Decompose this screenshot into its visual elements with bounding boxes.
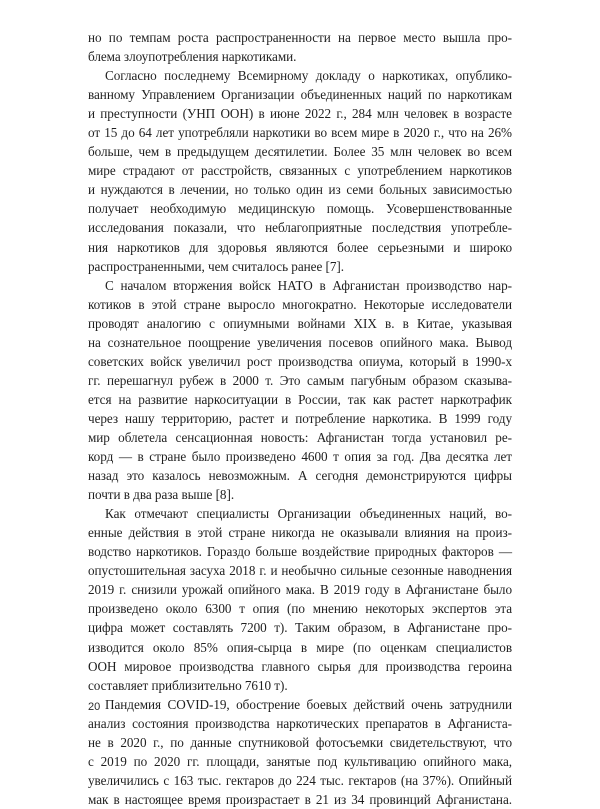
- text-line: Пандемия COVID-19, обострение боевых действий очень затруднили: [105, 696, 512, 712]
- text-line: гг. перешагнул рубеж в 2000 т. Это самым пагубным образом сказыва-: [88, 372, 512, 388]
- text-line: распространенными, чем считалось ранее [7].: [88, 258, 344, 274]
- text-line: получает необходимую медицинскую помощь. Усовершенствованные: [88, 201, 512, 217]
- text-line: и нуждаются в лечении, но только один из семи больных зависимостью: [88, 182, 512, 198]
- text-line: и преступности (УНП ООН) в июне 2022 г., 284 млн человек в возрасте: [88, 106, 512, 122]
- text-line: от 15 до 64 лет употребляли наркотики во всем мире в 2020 г., что на 26%: [88, 125, 512, 141]
- text-line: блема злоупотребления наркотиками.: [88, 49, 297, 65]
- text-line: увеличились с 163 тыс. гектаров до 224 тыс. гектаров (на 37%). Опийный: [88, 772, 512, 788]
- text-line: С началом вторжения войск НАТО в Афганистан производство нар-: [105, 277, 512, 293]
- text-line: почти в два раза выше [8].: [88, 487, 235, 503]
- text-line: назад это казалось невозможным. А сегодня демонстрируются цифры: [88, 468, 512, 484]
- text-line: мире страдают от расстройств, связанных с употреблением наркотиков: [88, 163, 512, 179]
- text-line: ется на развитие наркоситуации в России, так как растет наркотрафик: [88, 391, 512, 407]
- document-page: [88, 28, 512, 809]
- text-line: цифра может составлять 7200 т). Таким образом, в Афганистане про-: [88, 620, 512, 636]
- text-line: Согласно последнему Всемирному докладу о наркотиках, опублико-: [105, 68, 512, 84]
- text-line: 2019 г. снизили урожай опийного мака. В 2019 году в Афганистане было: [88, 582, 512, 598]
- paragraph: [88, 695, 512, 809]
- text-line: составляет приблизительно 7610 т).: [88, 677, 288, 693]
- text-line: водство наркотиков. Гораздо больше воздействие природных факторов —: [88, 544, 512, 560]
- text-line: мак в настоящее время произрастает в 21 из 34 провинций Афганистана.: [88, 791, 512, 807]
- paragraph: [88, 66, 512, 276]
- text-line: опустошительная засуха 2018 г. и необычно сильные сезонные наводнения: [88, 563, 512, 579]
- paragraph: [88, 276, 512, 505]
- text-line: енные действия в этой стране никогда не оказывали влияния на произ-: [88, 525, 512, 541]
- text-line: мир облетела сенсационная новость: Афганистан тогда установил ре-: [88, 429, 512, 445]
- text-line: ванному Управлением Организации объединенных наций по наркотикам: [88, 87, 512, 103]
- paragraph: [88, 28, 512, 66]
- text-line: ООН мировое производства главного сырья для производства героина: [88, 658, 512, 674]
- text-line: на сознательное поощрение увеличения посевов опийного мака. Вывод: [88, 334, 512, 350]
- text-line: советских войск увеличил рост производства опиума, который в 1990-х: [88, 353, 512, 369]
- text-line: Как отмечают специалисты Организации объединенных наций, во-: [105, 506, 512, 522]
- text-line: ния наркотиков для здоровья являются более серьезными и широко: [88, 239, 512, 255]
- text-line: изводится около 85% опия-сырца в мире (по оценкам специалистов: [88, 639, 512, 655]
- text-line: больше, чем в предыдущем десятилетии. Более 35 млн человек во всем: [88, 144, 512, 160]
- text-line: исследования показали, что неблагоприятные последствия употребле-: [88, 220, 512, 236]
- text-line: но по темпам роста распространенности на первое место вышла про-: [88, 30, 512, 45]
- text-line: через нашу территорию, растет и потребление наркотика. В 1999 году: [88, 410, 512, 426]
- text-line: анализ состояния производства наркотических препаратов в Афганиста-: [88, 715, 512, 731]
- text-line: с 2019 по 2020 гг. площади, занятые под культивацию опийного мака,: [88, 753, 512, 769]
- page-number: 20: [88, 701, 101, 713]
- text-line: котиков в этой стране выросло многократно. Некоторые исследователи: [88, 296, 512, 312]
- paragraph: [88, 504, 512, 694]
- text-line: произведено около 6300 т опия (по мнению некоторых экспертов эта: [88, 601, 512, 617]
- text-line: проводят аналогию с опиумными войнами XIX в. в Китае, указывая: [88, 315, 512, 331]
- text-line: корд — в стране было произведено 4600 т опия за год. Два десятка лет: [88, 449, 512, 465]
- text-line: не в 2020 г., по данные спутниковой фотосъемки свидетельствуют, что: [88, 734, 512, 750]
